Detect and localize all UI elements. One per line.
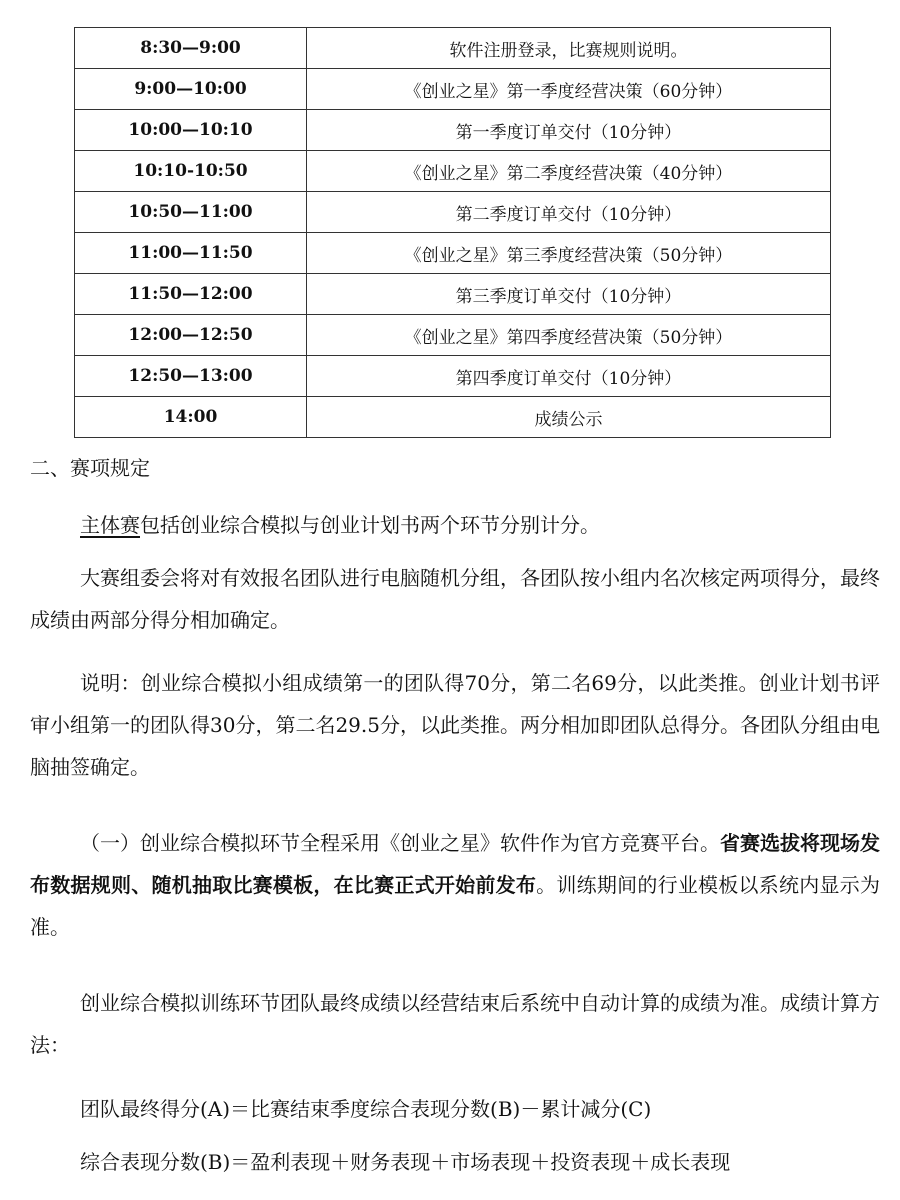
schedule-time: 10:50—11:00 <box>75 192 307 233</box>
schedule-body <box>75 28 831 438</box>
schedule-activity: 第一季度订单交付（10分钟） <box>307 110 831 151</box>
schedule-row <box>75 28 831 69</box>
paragraph-scoring: 创业综合模拟训练环节团队最终成绩以经营结束后系统中自动计算的成绩为准。成绩计算方法： <box>30 991 880 1057</box>
schedule-row <box>75 110 831 151</box>
paragraph-simulation-tail: 。训练期间的行业模板以系统内显示为准。 <box>30 873 881 939</box>
schedule-time: 11:50—12:00 <box>75 274 307 315</box>
schedule-activity: 《创业之星》第四季度经营决策（50分钟） <box>307 315 831 356</box>
paragraph-simulation-bold: 省赛选拔将现场发布数据规则、随机抽取比赛模板，在比赛正式开始前发布 <box>30 831 880 897</box>
schedule-time: 10:10-10:50 <box>75 151 307 192</box>
schedule-row <box>75 315 831 356</box>
schedule-activity: 软件注册登录，比赛规则说明。 <box>307 28 831 69</box>
underlined-term: 主体赛 <box>80 513 140 537</box>
schedule-row <box>75 69 831 110</box>
schedule-activity: 《创业之星》第二季度经营决策（40分钟） <box>307 151 831 192</box>
paragraph-simulation-lead: （一）创业综合模拟环节全程采用《创业之星》软件作为官方竞赛平台。 <box>80 831 720 855</box>
schedule-time: 8:30—9:00 <box>75 28 307 69</box>
schedule-row <box>75 397 831 438</box>
schedule-time: 14:00 <box>75 397 307 438</box>
schedule-activity: 成绩公示 <box>307 397 831 438</box>
formula-final-score: 团队最终得分(A)＝比赛结束季度综合表现分数(B)－累计减分(C) <box>80 1097 652 1121</box>
paragraph-explanation: 说明：创业综合模拟小组成绩第一的团队得70分，第二名69分，以此类推。创业计划书评审小组第一的团队得30分，第二名29.5分，以此类推。两分相加即团队总得分。各团队分组由电脑抽签确定。 <box>30 671 880 779</box>
paragraph-simulation <box>30 822 880 948</box>
schedule-table <box>74 27 831 438</box>
schedule-time: 9:00—10:00 <box>75 69 307 110</box>
schedule-activity: 第二季度订单交付（10分钟） <box>307 192 831 233</box>
schedule-row <box>75 233 831 274</box>
schedule-time: 12:00—12:50 <box>75 315 307 356</box>
formula-composite-score: 综合表现分数(B)＝盈利表现＋财务表现＋市场表现＋投资表现＋成长表现 <box>80 1150 731 1174</box>
paragraph-main-contest <box>30 504 880 546</box>
schedule-activity: 第三季度订单交付（10分钟） <box>307 274 831 315</box>
schedule-activity: 《创业之星》第三季度经营决策（50分钟） <box>307 233 831 274</box>
section-heading: 二、赛项规定 <box>30 456 150 480</box>
schedule-row <box>75 274 831 315</box>
schedule-activity: 《创业之星》第一季度经营决策（60分钟） <box>307 69 831 110</box>
paragraph-main-contest-text: 包括创业综合模拟与创业计划书两个环节分别计分。 <box>140 513 600 537</box>
schedule-row <box>75 356 831 397</box>
schedule-activity: 第四季度订单交付（10分钟） <box>307 356 831 397</box>
schedule-row <box>75 151 831 192</box>
schedule-time: 11:00—11:50 <box>75 233 307 274</box>
schedule-row <box>75 192 831 233</box>
schedule-time: 12:50—13:00 <box>75 356 307 397</box>
schedule-time: 10:00—10:10 <box>75 110 307 151</box>
paragraph-grouping: 大赛组委会将对有效报名团队进行电脑随机分组，各团队按小组内名次核定两项得分，最终成绩由两部分得分相加确定。 <box>30 566 880 632</box>
